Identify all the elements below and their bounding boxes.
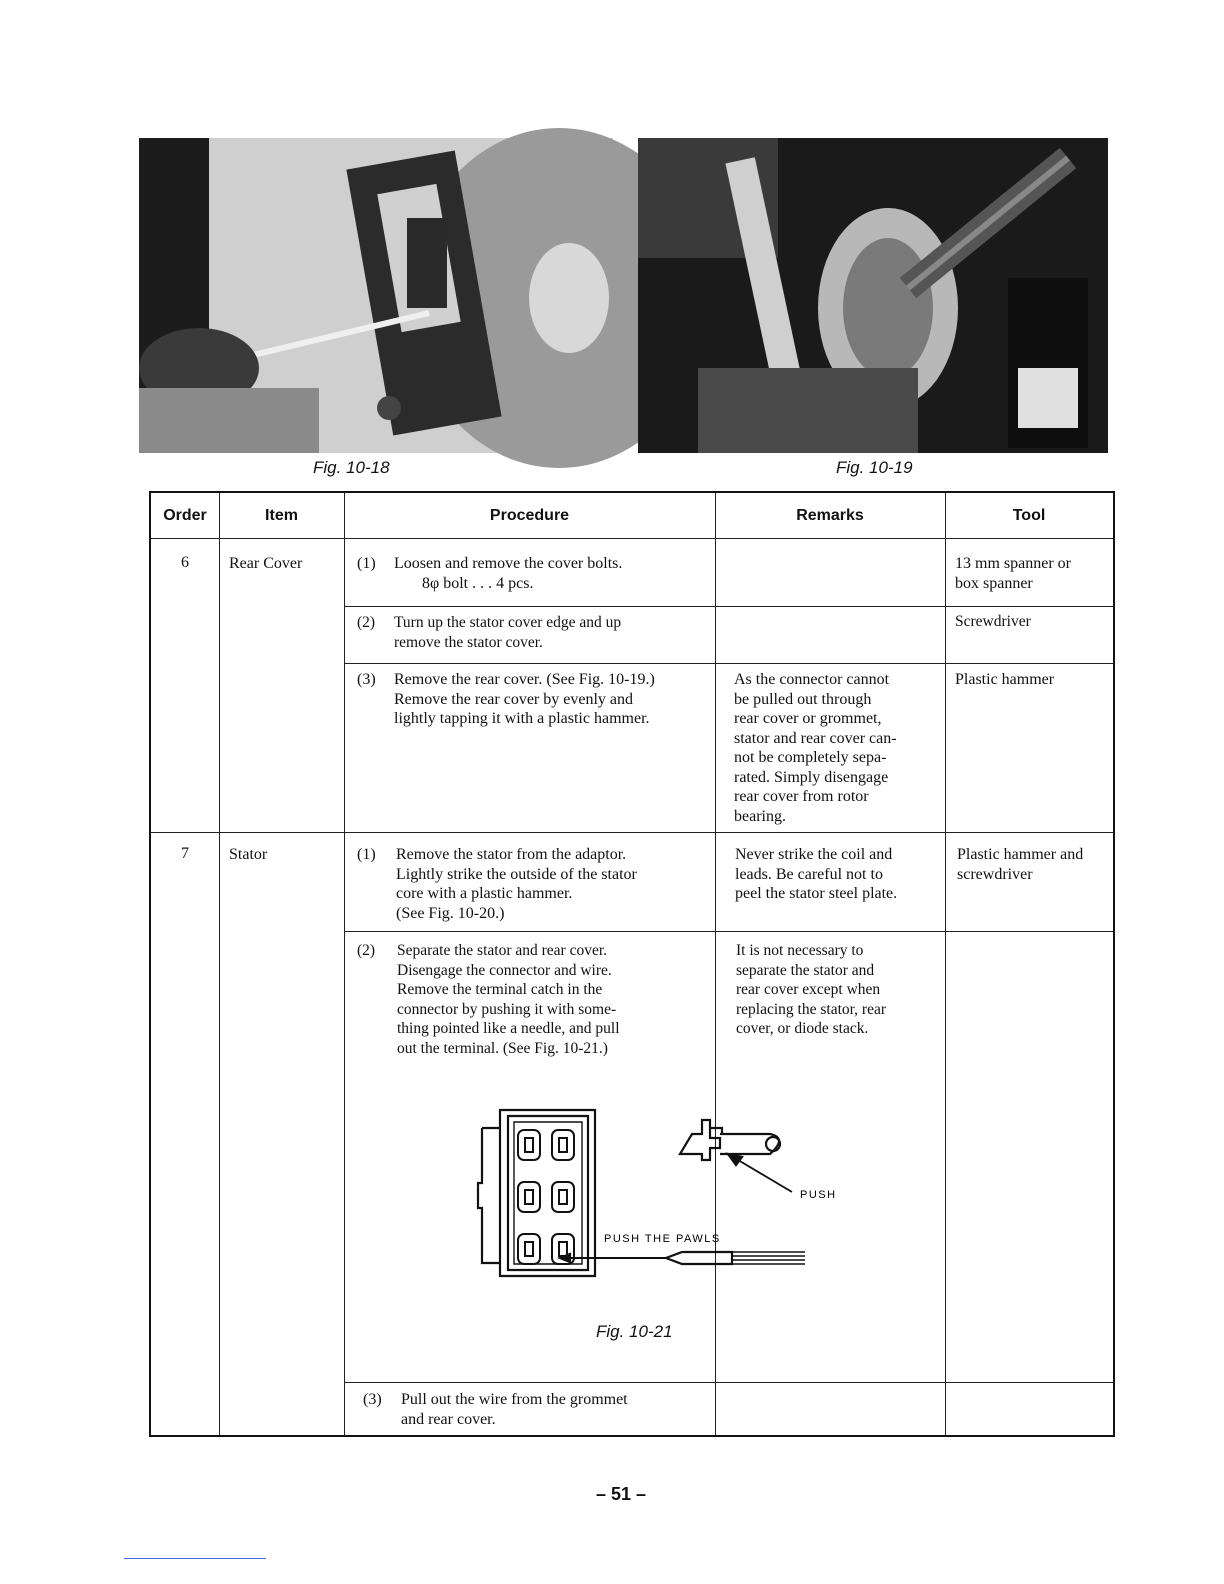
header-tool: Tool (1012, 507, 1046, 524)
footer-rule (124, 1558, 266, 1559)
procedure-text: Remove the rear cover. (See Fig. 10-19.) Remove the rear cover by evenly and lightly tapping it with a plastic hammer. (394, 671, 655, 727)
procedure-text: Separate the stator and rear cover. Disengage the connector and wire. Remove the terminal catch in the connector by pushing it with some- thing pointed like a needle, and pull out the terminal. (See Fig. 10-21.) (397, 942, 620, 1057)
procedure-text: Loosen and remove the cover bolts. 8φ bolt . . . 4 pcs. (394, 555, 623, 592)
tool-text: Screwdriver (955, 613, 1031, 630)
tool-text: Plastic hammer and screwdriver (957, 846, 1084, 883)
header-order: Order (163, 507, 207, 524)
remarks-text: It is not necessary to separate the stator and rear cover except when replacing the stator, rear cover, or diode stack. (736, 942, 886, 1037)
photo-fig-10-19 (638, 138, 1108, 453)
item-name: Stator (229, 846, 268, 863)
step-number: (3) (363, 1391, 382, 1408)
figure-caption-10-19: Fig. 10-19 (836, 458, 913, 477)
connector-diagram (470, 1098, 837, 1298)
figure-caption-10-21: Fig. 10-21 (596, 1322, 673, 1341)
item-name: Rear Cover (229, 555, 303, 572)
procedure-text: Remove the stator from the adaptor. Lightly strike the outside of the stator core with a plastic hammer. (See Fig. 10-20.) (396, 846, 637, 922)
procedure-text: Pull out the wire from the grommet and rear cover. (401, 1391, 628, 1428)
push-label: PUSH (800, 1189, 837, 1201)
order-number: 7 (181, 845, 189, 862)
tool-text: 13 mm spanner or box spanner (955, 555, 1071, 592)
procedure-text: Turn up the stator cover edge and up remove the stator cover. (394, 614, 622, 651)
header-procedure: Procedure (489, 507, 570, 524)
step-number: (1) (357, 555, 376, 572)
step-number: (3) (357, 671, 376, 688)
remarks-text: As the connector cannot be pulled out through rear cover or grommet, stator and rear cover can- not be completely sepa- rated. Simply disengage rear cover from rotor bearing. (734, 671, 897, 825)
push-the-pawls-label: PUSH THE PAWLS (604, 1233, 721, 1245)
header-item: Item (265, 507, 298, 524)
page-number: – 51 – (596, 1484, 647, 1504)
tool-text: Plastic hammer (955, 671, 1055, 688)
step-number: (2) (357, 942, 376, 959)
remarks-text: Never strike the coil and leads. Be careful not to peel the stator steel plate. (735, 846, 898, 902)
step-number: (2) (357, 614, 376, 631)
photo-fig-10-18 (139, 138, 613, 453)
header-remarks: Remarks (796, 507, 864, 524)
step-number: (1) (357, 846, 376, 863)
order-number: 6 (181, 554, 189, 571)
figure-caption-10-18: Fig. 10-18 (313, 458, 390, 477)
